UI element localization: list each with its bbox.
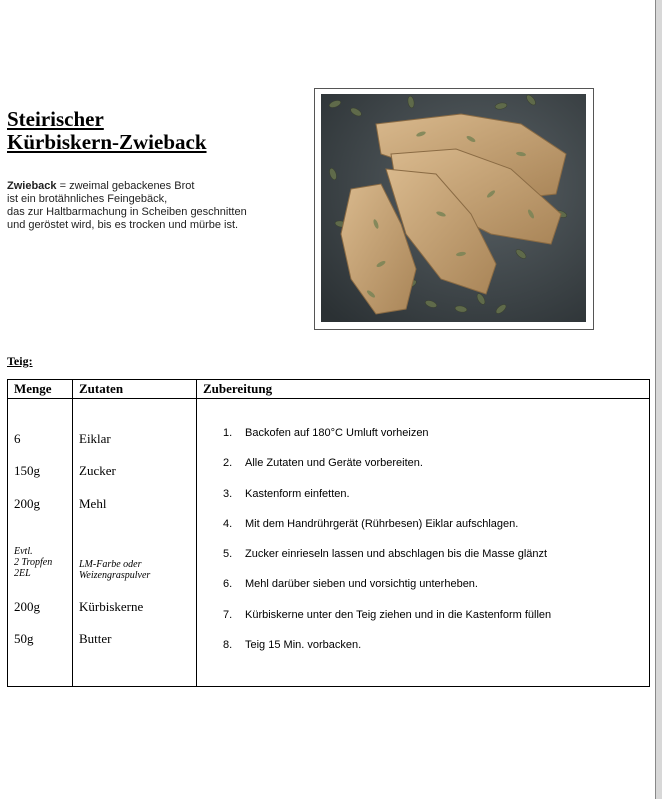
ingredient-note-line: LM-Farbe oder [79,559,142,570]
step-text: Backofen auf 180°C Umluft vorheizen [245,427,429,439]
amount-item: 200g [14,599,40,614]
step-item [223,639,551,669]
step-number: 3. [223,487,233,500]
header-preparation: Zubereitung [197,380,650,399]
step-item [223,518,551,548]
step-item [223,488,551,518]
step-number: 2. [223,457,233,470]
amounts-cell [8,399,73,687]
ingredients-cell [73,399,197,687]
recipe-title [7,108,207,154]
step-text: Zucker einrieseln lassen und abschlagen bis die Masse glänzt [245,548,548,561]
step-text: Alle Zutaten und Geräte vorbereiten. [245,457,423,470]
intro-line-2: ist ein brotähnliches Feingebäck, [7,193,168,205]
amount-note-line: 2EL [14,568,31,579]
amount-item: 200g [14,496,40,511]
title-line-1: Steirischer [7,107,104,131]
amount-item: 6 [14,431,21,446]
amount-item: 150g [14,463,40,478]
window-scrollbar[interactable] [656,0,662,799]
intro-line-4: und geröstet wird, bis es trocken und mürbe ist. [7,219,239,231]
step-number: 7. [223,608,233,621]
ingredient-item: Kürbiskerne [79,599,144,614]
ingredient-item: Butter [79,631,112,646]
step-number: 8. [223,639,233,652]
amount-item [14,546,52,579]
ingredient-item: Mehl [79,496,107,511]
intro-paragraph [7,180,247,232]
amount-note-line: Evtl. [14,546,33,557]
step-item [223,609,551,639]
intro-line-3: das zur Haltbarmachung in Scheiben geschnitten [7,206,247,218]
ingredient-note-line: Weizengraspulver [79,570,151,581]
intro-line-1-rest: = zweimal gebackenes Brot [56,180,195,192]
table-row [8,399,650,687]
step-item [223,427,551,457]
step-number: 6. [223,578,233,591]
recipe-table [7,379,650,687]
step-number: 4. [223,517,233,530]
header-ingredients: Zutaten [73,380,197,399]
step-item [223,548,551,578]
intro-line-1 [7,180,247,193]
step-number: 5. [223,548,233,561]
step-item [223,457,551,487]
photo-frame [314,88,594,330]
step-text: Teig 15 Min. vorbacken. [245,639,362,652]
ingredient-item: Zucker [79,463,116,478]
title-line-2: Kürbiskern-Zwieback [7,130,207,154]
step-text: Kürbiskerne unter den Teig ziehen und in die Kastenform füllen [245,608,552,621]
zwieback-photo [321,94,586,322]
table-header-row [8,380,650,399]
preparation-cell [197,399,650,687]
amount-note-line: 2 Tropfen [14,557,53,568]
step-number: 1. [223,427,233,439]
ingredient-item [79,559,150,581]
intro-bold-word: Zwieback [7,180,57,192]
section-heading-teig: Teig: [7,354,33,368]
step-text: Kastenform einfetten. [245,487,350,500]
header-amount: Menge [8,380,73,399]
amount-item: 50g [14,631,34,646]
step-text: Mehl darüber sieben und vorsichtig unterheben. [245,578,478,591]
step-text: Mit dem Handrührgerät (Rührbesen) Eiklar aufschlagen. [245,517,519,530]
ingredient-item: Eiklar [79,431,111,446]
preparation-steps [223,427,551,669]
step-item [223,578,551,608]
